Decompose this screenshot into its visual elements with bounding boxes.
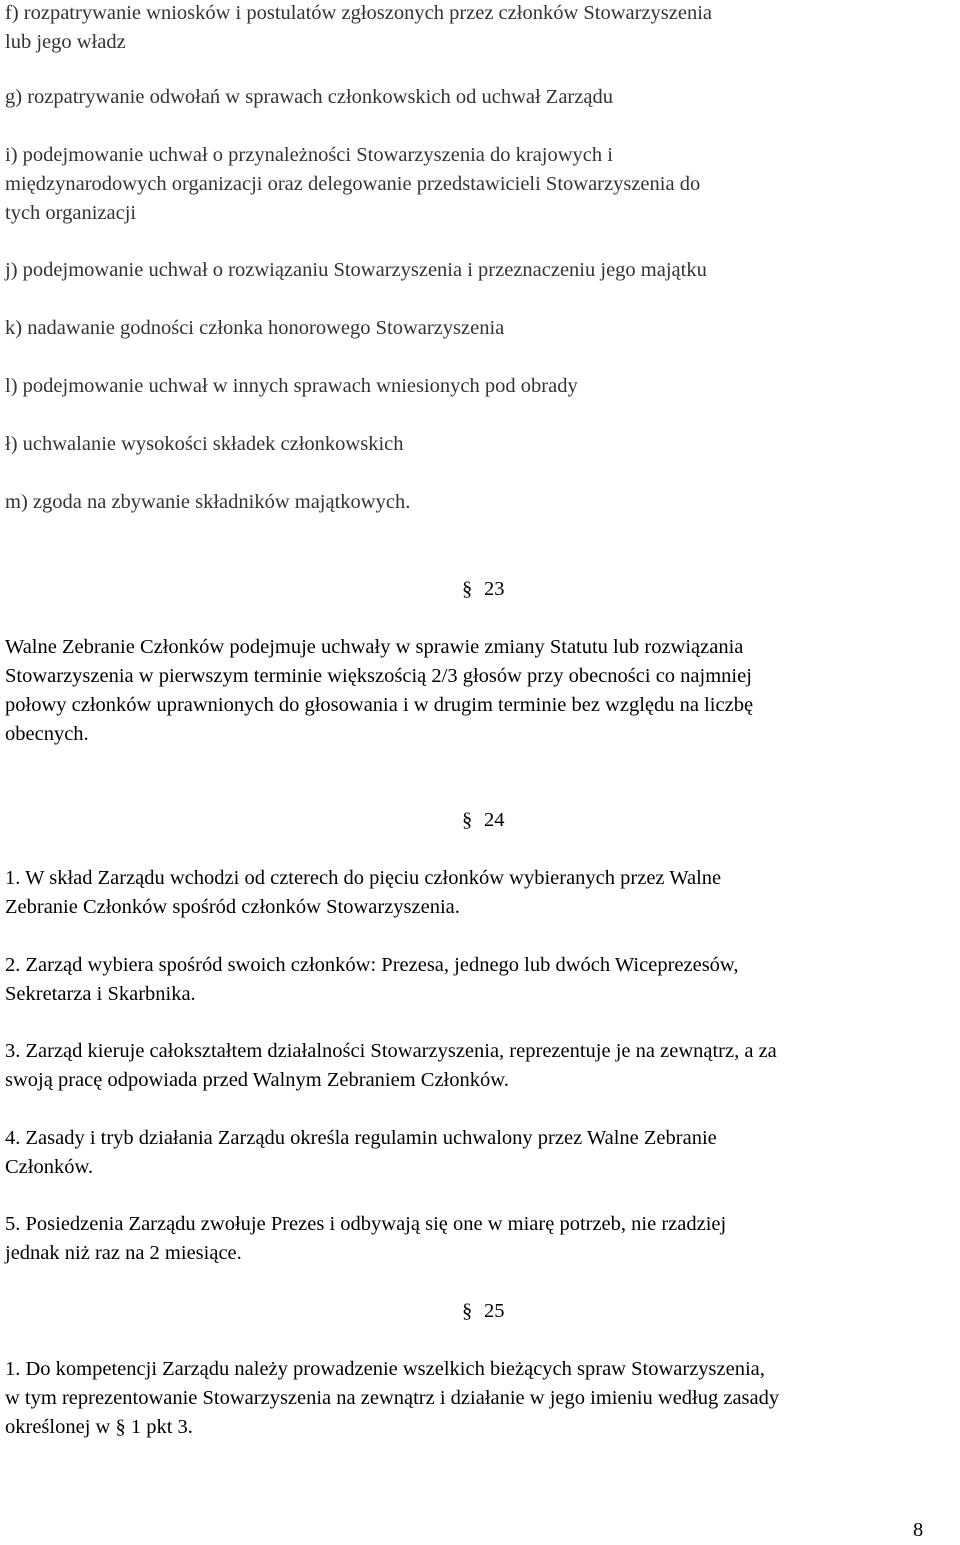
section-25-point-1: 1. Do kompetencji Zarządu należy prowadzenie wszelkich bieżących spraw Stowarzyszenia, w tym reprezentowanie Stowarzyszenia na zewnątrz i działanie w jego imieniu według zasady określonej w § 1 pkt 3. [5,1358,780,1438]
page-number: 8 [913,1519,924,1541]
list-item-m: m) zgoda na zbywanie składników majątkowych. [5,491,411,513]
list-item-k: k) nadawanie godności członka honorowego Stowarzyszenia [5,317,505,339]
section-24-point-2: 2. Zarząd wybiera spośród swoich członków: Prezesa, jednego lub dwóch Wiceprezesów, Sekretarza i Skarbnika. [5,954,739,1005]
section-symbol: § [462,578,473,600]
section-heading-24 [462,806,505,835]
section-heading-23 [462,575,505,604]
section-24-point-3: 3. Zarząd kieruje całokształtem działalności Stowarzyszenia, reprezentuje je na zewnątrz, a za swoją pracę odpowiada przed Walnym Zebraniem Członków. [5,1040,777,1091]
section-number: 23 [484,578,505,600]
list-item-j: j) podejmowanie uchwał o rozwiązaniu Stowarzyszenia i przeznaczeniu jego majątku [5,259,707,281]
section-symbol: § [462,1300,473,1322]
section-23-paragraph: Walne Zebranie Członków podejmuje uchwały w sprawie zmiany Statutu lub rozwiązania Stowarzyszenia w pierwszym terminie większością 2/3 głosów przy obecności co najmniej połowy członków uprawnionych do głosowania i w drugim terminie bez względu na liczbę obecnych. [5,636,754,745]
section-heading-25 [462,1297,505,1326]
list-item-g: g) rozpatrywanie odwołań w sprawach członkowskich od uchwał Zarządu [5,86,613,108]
section-24-point-1: 1. W skład Zarządu wchodzi od czterech do pięciu członków wybieranych przez Walne Zebranie Członków spośród członków Stowarzyszenia. [5,867,722,918]
list-item-l: l) podejmowanie uchwał w innych sprawach wniesionych pod obrady [5,375,578,397]
section-number: 24 [484,809,505,831]
section-24-point-4: 4. Zasady i tryb działania Zarządu określa regulamin uchwalony przez Walne Zebranie Członków. [5,1127,717,1178]
list-item-f: f) rozpatrywanie wniosków i postulatów zgłoszonych przez członków Stowarzyszenia lub jego władz [5,2,713,53]
list-item-i: i) podejmowanie uchwał o przynależności Stowarzyszenia do krajowych i międzynarodowych organizacji oraz delegowanie przedstawicieli Stowarzyszenia do tych organizacji [5,144,701,224]
section-number: 25 [484,1300,505,1322]
list-item-l-stroke: ł) uchwalanie wysokości składek członkowskich [5,433,404,455]
section-24-point-5: 5. Posiedzenia Zarządu zwołuje Prezes i odbywają się one w miarę potrzeb, nie rzadziej jednak niż raz na 2 miesiące. [5,1213,727,1264]
section-symbol: § [462,809,473,831]
